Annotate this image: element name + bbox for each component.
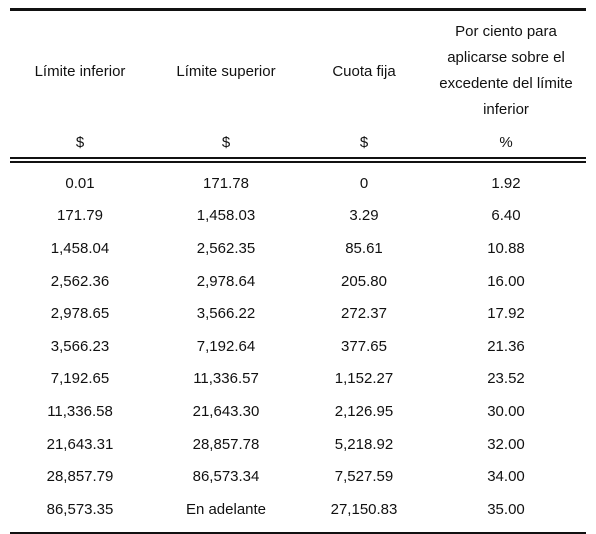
table-row — [10, 363, 586, 396]
cell-limite-inferior: 3,566.23 — [50, 337, 110, 355]
cell-cuota-fija: 1,152.27 — [334, 370, 394, 388]
table-row — [10, 428, 586, 461]
cell-limite-superior: 2,978.64 — [196, 272, 256, 290]
table-row — [10, 460, 586, 493]
cell-por-ciento: 30.00 — [487, 402, 525, 420]
table-header — [10, 11, 586, 153]
cell-cuota-fija: 272.37 — [341, 305, 387, 323]
cell-limite-inferior: 86,573.35 — [46, 500, 114, 518]
cell-limite-superior: 1,458.03 — [196, 207, 256, 225]
cell-limite-superior: 3,566.22 — [196, 305, 256, 323]
header-unit: $ — [221, 134, 231, 151]
bottom-rule — [10, 532, 586, 534]
cell-limite-inferior: 1,458.04 — [50, 239, 110, 257]
table-row — [10, 232, 586, 265]
cell-limite-superior: 21,643.30 — [192, 402, 260, 420]
cell-por-ciento: 35.00 — [487, 500, 525, 518]
cell-limite-inferior: 171.79 — [57, 207, 103, 225]
table-row — [10, 167, 586, 200]
cell-cuota-fija: 3.29 — [349, 207, 379, 225]
header-cuota-fija — [302, 11, 426, 153]
cell-por-ciento: 1.92 — [491, 174, 521, 192]
cell-limite-inferior: 2,562.36 — [50, 272, 110, 290]
header-label: Cuota fija — [332, 63, 396, 80]
cell-cuota-fija: 205.80 — [341, 272, 387, 290]
cell-por-ciento: 16.00 — [487, 272, 525, 290]
cell-por-ciento: 6.40 — [491, 207, 521, 225]
header-double-rule — [10, 157, 586, 163]
table-body — [10, 167, 586, 526]
header-label: Por ciento para aplicarse sobre el excedente del límite inferior — [439, 23, 573, 118]
cell-cuota-fija: 2,126.95 — [334, 402, 394, 420]
header-unit: % — [499, 134, 513, 151]
table-row — [10, 330, 586, 363]
cell-limite-superior: 11,336.57 — [193, 370, 259, 388]
cell-cuota-fija: 85.61 — [345, 239, 383, 257]
cell-limite-superior: En adelante — [185, 500, 267, 518]
cell-limite-inferior: 2,978.65 — [50, 305, 110, 323]
header-limite-superior — [150, 11, 302, 153]
header-label: Límite inferior — [34, 63, 126, 80]
cell-por-ciento: 10.88 — [487, 239, 525, 257]
cell-limite-superior: 171.78 — [203, 174, 249, 192]
table-row — [10, 265, 586, 298]
cell-limite-inferior: 0.01 — [65, 174, 95, 192]
cell-por-ciento: 21.36 — [487, 337, 525, 355]
header-label: Límite superior — [176, 63, 276, 80]
table-row — [10, 395, 586, 428]
cell-limite-superior: 2,562.35 — [196, 239, 256, 257]
header-unit: $ — [359, 134, 369, 151]
header-por-ciento — [426, 11, 586, 153]
cell-por-ciento: 34.00 — [487, 468, 525, 486]
cell-cuota-fija: 5,218.92 — [334, 435, 394, 453]
cell-cuota-fija: 0 — [359, 174, 369, 192]
cell-limite-inferior: 7,192.65 — [50, 370, 110, 388]
cell-limite-superior: 86,573.34 — [192, 468, 260, 486]
table-row — [10, 297, 586, 330]
cell-por-ciento: 23.52 — [487, 370, 525, 388]
cell-por-ciento: 17.92 — [487, 305, 525, 323]
cell-limite-inferior: 11,336.58 — [47, 402, 113, 420]
header-limite-inferior — [10, 11, 150, 153]
cell-limite-superior: 7,192.64 — [196, 337, 256, 355]
cell-cuota-fija: 7,527.59 — [334, 468, 394, 486]
cell-por-ciento: 32.00 — [487, 435, 525, 453]
cell-cuota-fija: 377.65 — [341, 337, 387, 355]
tariff-table — [10, 8, 586, 534]
header-unit: $ — [75, 134, 85, 151]
table-row — [10, 200, 586, 233]
cell-cuota-fija: 27,150.83 — [330, 500, 398, 518]
cell-limite-inferior: 21,643.31 — [46, 435, 114, 453]
cell-limite-inferior: 28,857.79 — [46, 468, 114, 486]
cell-limite-superior: 28,857.78 — [192, 435, 260, 453]
table-row — [10, 493, 586, 526]
